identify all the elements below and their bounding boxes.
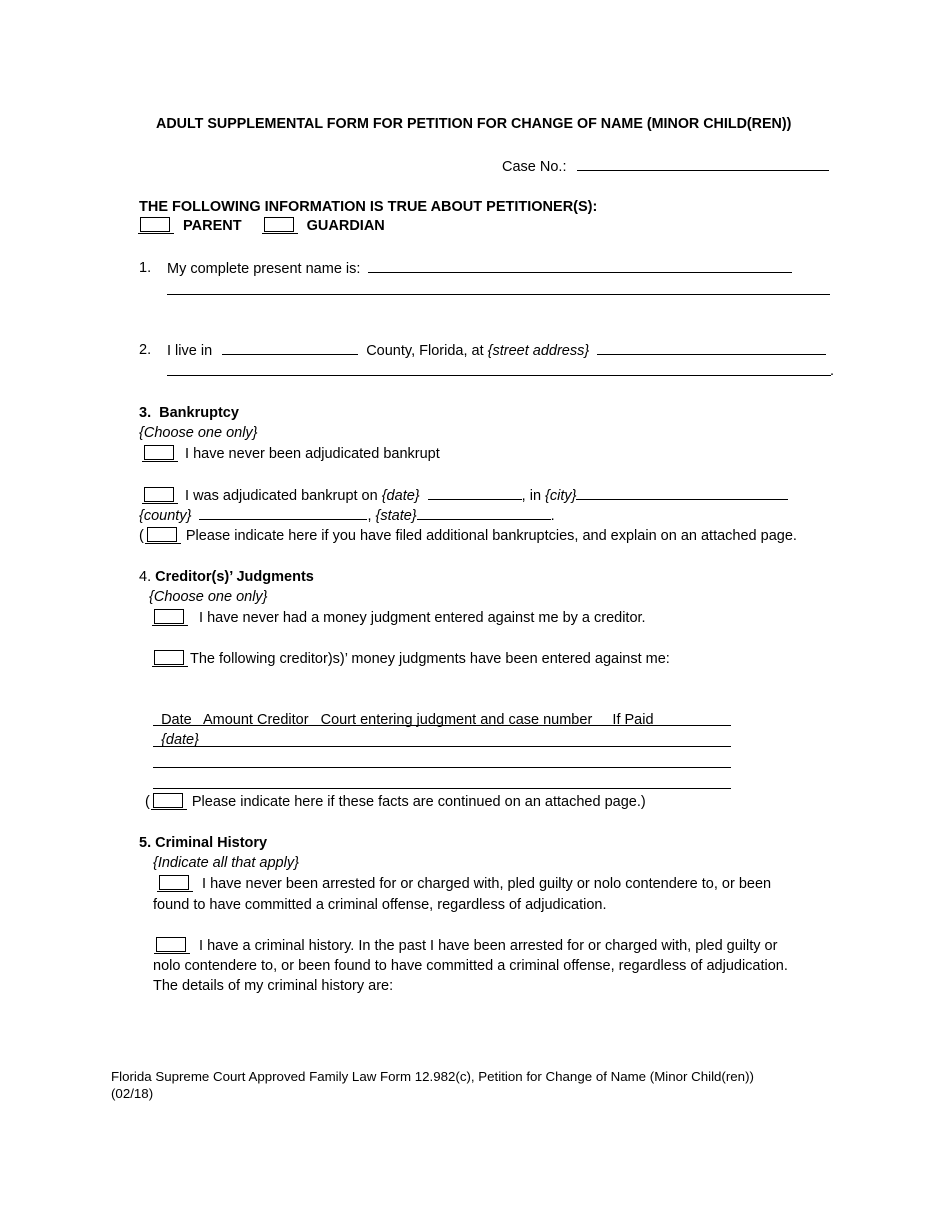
item5-opt-never-l1 xyxy=(153,874,771,894)
form-title: ADULT SUPPLEMENTAL FORM FOR PETITION FOR CHANGE OF NAME (MINOR CHILD(REN)) xyxy=(156,116,792,132)
judgments-checkbox[interactable] xyxy=(154,650,184,665)
no-criminal-history-label: I have never been arrested for or charged with, pled guilty or nolo contendere to, or been xyxy=(202,876,772,892)
judgments-continued-label: Please indicate here if these facts are continued on an attached page.) xyxy=(191,794,646,810)
no-criminal-history-checkbox[interactable] xyxy=(159,875,189,890)
case-no-field[interactable] xyxy=(577,156,829,171)
item5-opt-has-l1 xyxy=(153,936,777,956)
item1-number: 1. xyxy=(139,260,152,276)
street-address-field[interactable] xyxy=(597,340,826,355)
present-name-field[interactable] xyxy=(368,258,792,273)
state-hint: {state} xyxy=(375,508,417,524)
in-label: , in xyxy=(521,488,542,504)
no-judgment-label: I have never had a money judgment entered against me by a creditor. xyxy=(199,610,646,626)
item4-opt-never xyxy=(153,608,646,628)
if-paid-date-hint: {date} xyxy=(161,732,199,748)
item2-mid: County, Florida, at xyxy=(366,343,484,359)
footer-date: (02/18) xyxy=(111,1086,154,1101)
was-bankrupt-label: I was adjudicated bankrupt on xyxy=(185,488,378,504)
bankruptcy-city-field[interactable] xyxy=(576,485,788,500)
item1-label: My complete present name is: xyxy=(167,261,361,277)
never-bankrupt-checkbox[interactable] xyxy=(144,445,174,460)
judgment-table-header xyxy=(153,690,654,750)
footer-form-id: Florida Supreme Court Approved Family Law Form 12.982(c), Petition for Change of Name (Minor Child(ren)) xyxy=(111,1069,754,1084)
bankruptcy-state-field[interactable] xyxy=(417,505,551,520)
street-address-field-line2[interactable] xyxy=(167,375,831,376)
item4-heading: 4. Creditor(s)’ Judgments xyxy=(139,569,314,585)
criminal-history-checkbox[interactable] xyxy=(156,937,186,952)
judgments-continued-checkbox[interactable] xyxy=(153,793,183,808)
item3-opt-was xyxy=(139,485,788,506)
case-no-label: Case No.: xyxy=(502,159,567,175)
period-mark: . xyxy=(830,363,835,379)
guardian-label: GUARDIAN xyxy=(306,218,385,234)
judgment-row-line[interactable] xyxy=(153,725,731,726)
item5-indicate: {Indicate all that apply} xyxy=(153,855,299,871)
judgment-row-line[interactable] xyxy=(153,788,731,789)
present-name-field-line2[interactable] xyxy=(167,294,830,295)
item5-heading: 5. Criminal History xyxy=(139,835,268,851)
judgment-columns: Date Amount Creditor Court entering judgment and case number If Paid xyxy=(161,712,654,728)
item3-opt-never xyxy=(139,444,440,464)
petitioner-role-row xyxy=(139,216,385,236)
item4-choose: {Choose one only} xyxy=(149,589,268,605)
was-bankrupt-checkbox[interactable] xyxy=(144,487,174,502)
city-hint: {city} xyxy=(545,488,577,504)
street-address-hint: {street address} xyxy=(487,343,590,359)
judgment-row-line[interactable] xyxy=(153,767,731,768)
additional-bankruptcies-checkbox[interactable] xyxy=(147,527,177,542)
date-hint: {date} xyxy=(381,488,420,504)
item5-opt-never-l2: found to have committed a criminal offense, regardless of adjudication. xyxy=(153,897,607,913)
county-field[interactable] xyxy=(222,340,358,355)
item3-choose: {Choose one only} xyxy=(139,425,258,441)
item3-county-row: {county} , {state} . xyxy=(139,505,555,526)
item2-prefix: I live in xyxy=(167,343,213,359)
criminal-history-label: I have a criminal history. In the past I have been arrested for or charged with, pled guilty or xyxy=(199,938,778,954)
item2-number: 2. xyxy=(139,342,152,358)
no-judgment-checkbox[interactable] xyxy=(154,609,184,624)
item1-row xyxy=(167,258,792,279)
parent-checkbox[interactable] xyxy=(140,217,170,232)
item5-opt-has-l2: nolo contendere to, or been found to have committed a criminal offense, regardless of adjudication. xyxy=(153,958,788,974)
item3-heading: 3. Bankruptcy xyxy=(139,405,239,421)
item5-opt-has-l3: The details of my criminal history are: xyxy=(153,978,394,994)
guardian-checkbox[interactable] xyxy=(264,217,294,232)
bankruptcy-date-field[interactable] xyxy=(428,485,522,500)
never-bankrupt-label: I have never been adjudicated bankrupt xyxy=(185,446,440,462)
additional-bankruptcies-label: Please indicate here if you have filed additional bankruptcies, and explain on an attached page. xyxy=(185,528,797,544)
case-no-row xyxy=(502,156,829,177)
item3-additional: ( Please indicate here if you have filed additional bankruptcies, and explain on an attached page. xyxy=(139,528,797,544)
item2-row xyxy=(167,340,826,361)
judgment-row-line[interactable] xyxy=(153,746,731,747)
petitioner-heading: THE FOLLOWING INFORMATION IS TRUE ABOUT PETITIONER(S): xyxy=(139,199,598,215)
item4-opt-following xyxy=(153,649,670,669)
item4-continued: ( Please indicate here if these facts are continued on an attached page.) xyxy=(145,794,646,810)
county-hint: {county} xyxy=(139,508,192,524)
judgments-label: The following creditor)s)’ money judgments have been entered against me: xyxy=(190,651,670,667)
parent-label: PARENT xyxy=(183,218,242,234)
bankruptcy-county-field[interactable] xyxy=(199,505,367,520)
